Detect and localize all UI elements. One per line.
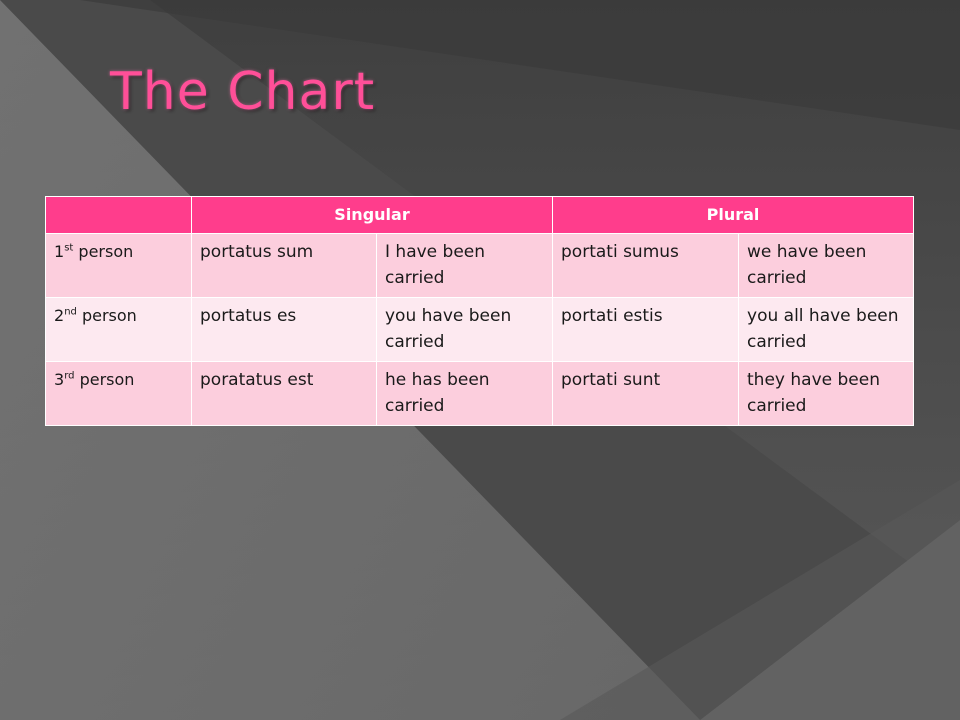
- person-label: person: [74, 370, 135, 389]
- person-number: 2: [54, 306, 65, 325]
- table-row: [46, 234, 914, 298]
- plural-english-cell: we have been carried: [739, 234, 914, 298]
- person-number: 3: [54, 370, 65, 389]
- person-label: person: [76, 306, 137, 325]
- person-number: 1: [54, 242, 65, 261]
- conjugation-table-container: [45, 196, 913, 426]
- singular-latin-cell: poratatus est: [192, 362, 377, 426]
- singular-latin-cell: portatus sum: [192, 234, 377, 298]
- person-label: person: [73, 242, 134, 261]
- singular-english-cell: I have been carried: [377, 234, 553, 298]
- singular-english-cell: you have been carried: [377, 298, 553, 362]
- table-row: [46, 362, 914, 426]
- plural-english-cell: they have been carried: [739, 362, 914, 426]
- singular-latin-cell: portatus es: [192, 298, 377, 362]
- plural-latin-cell: portati sumus: [553, 234, 739, 298]
- table-header-row: [46, 197, 914, 234]
- plural-latin-cell: portati estis: [553, 298, 739, 362]
- header-blank-cell: [46, 197, 192, 234]
- person-cell: [46, 298, 192, 362]
- person-suffix: st: [64, 242, 74, 254]
- person-cell: [46, 234, 192, 298]
- header-plural: Plural: [553, 197, 914, 234]
- singular-english-cell: he has been carried: [377, 362, 553, 426]
- table-row: [46, 298, 914, 362]
- header-singular: Singular: [192, 197, 553, 234]
- slide-title: The Chart: [110, 62, 376, 122]
- person-suffix: rd: [64, 370, 75, 382]
- person-cell: [46, 362, 192, 426]
- plural-english-cell: you all have been carried: [739, 298, 914, 362]
- conjugation-table: [45, 196, 914, 426]
- person-suffix: nd: [64, 306, 77, 318]
- plural-latin-cell: portati sunt: [553, 362, 739, 426]
